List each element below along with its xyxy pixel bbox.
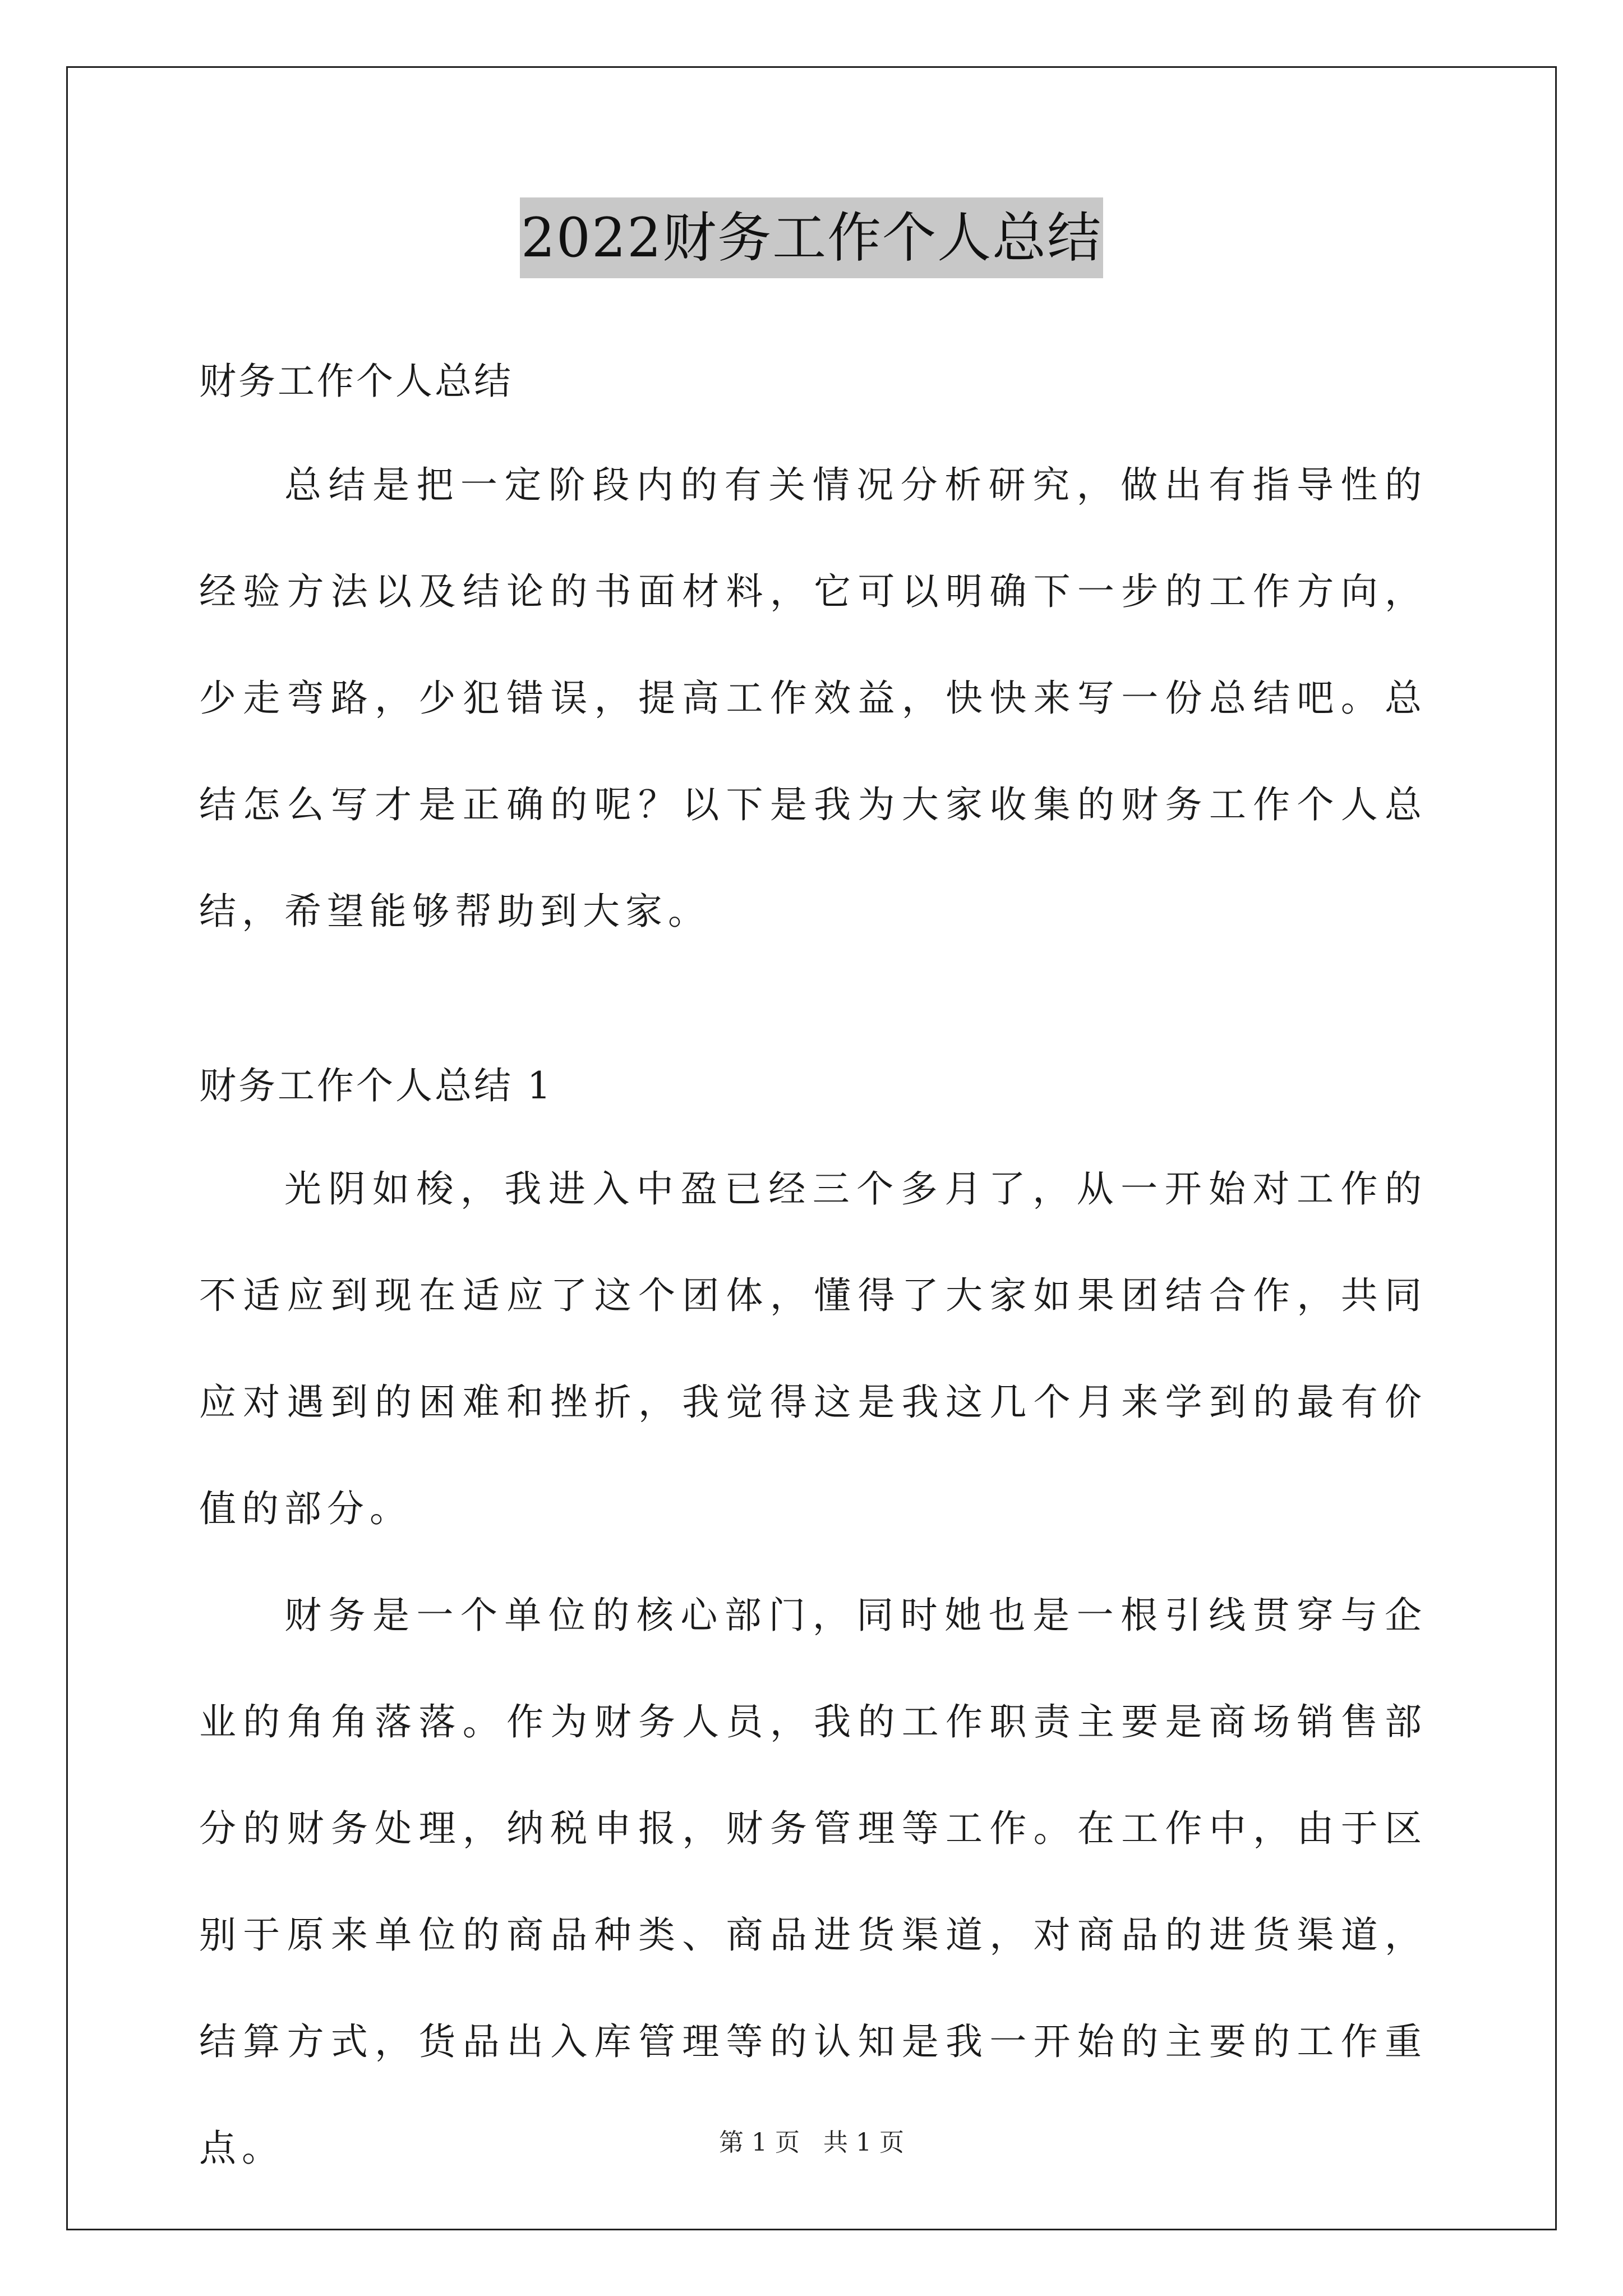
section1-paragraph: 财务是一个单位的核心部门，同时她也是一根引线贯穿与企业的角角落落。作为财务人员，我的工作职责主要是商场销售部分的财务处理，纳税申报，财务管理等工作。在工作中，由于区别于原来单位的商品种类、商品进货渠道，对商品的进货渠道，结算方式，货品出入库管理等的认知是我一开始的主要的工作重点。: [199, 1594, 1427, 2170]
document-title: 2022财务工作个人总结: [520, 197, 1103, 278]
intro-paragraph: 总结是把一定阶段内的有关情况分析研究，做出有指导性的经验方法以及结论的书面材料，它可以明确下一步的工作方向，少走弯路，少犯错误，提高工作效益，快快来写一份总结吧。总结怎么写才是正确的呢？以下是我为大家收集的财务工作个人总结，希望能够帮助到大家。: [199, 463, 1427, 933]
title-container: [0, 197, 1623, 278]
intro-heading: 财务工作个人总结: [199, 360, 513, 403]
section1-body: [199, 1136, 1427, 2202]
page-footer: [0, 2126, 1623, 2160]
page-number-total: 共 1 页: [823, 2128, 904, 2157]
section1-paragraph: 光阴如梭，我进入中盈已经三个多月了，从一开始对工作的不适应到现在适应了这个团体，懂得了大家如果团结合作，共同应对遇到的困难和挫折，我觉得这是我这几个月来学到的最有价值的部分。: [199, 1167, 1427, 1530]
intro-section: [199, 432, 1427, 965]
section1-heading: 财务工作个人总结 1: [199, 1064, 553, 1107]
page-number-current: 第 1 页: [719, 2128, 800, 2157]
